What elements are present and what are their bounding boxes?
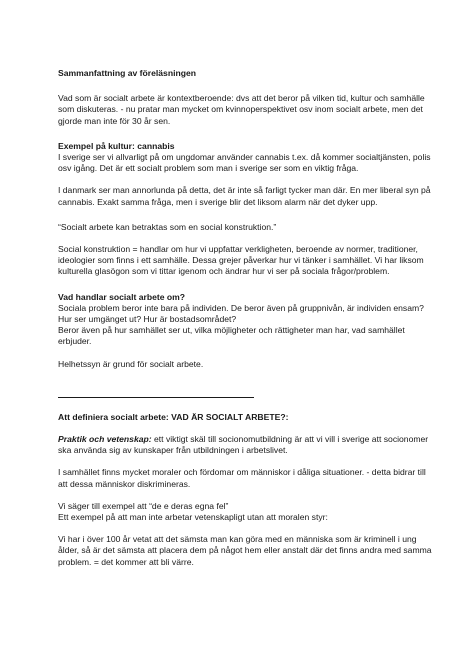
example-intro-line: Vi säger till exempel att “de e deras egna fel” <box>58 500 229 511</box>
intro-paragraph: Vad som är socialt arbete är kontextberoende: dvs att det beror på vilken tid, kultur och samhälle som diskuteras. - nu pratar man mycket om kvinnoperspektivet osv inom socialt arbete, men det gjorde man inte för 30 år sen. <box>58 93 425 126</box>
morals-paragraph: I samhället finns mycket moraler och fördomar om människor i dåliga situationer. - detta bidrar till att dessa människor diskrimineras. <box>58 467 426 489</box>
question-paragraph-society: Beror även på hur samhället ser ut, vilka möjligheter och rättigheter man har, vad samhället erbjuder. <box>58 325 405 347</box>
question-heading: Vad handlar socialt arbete om? <box>58 291 186 302</box>
social-construction-paragraph: Social konstruktion = handlar om hur vi uppfattar verkligheten, beroende av normer, traditioner, ideologier som finns i ett samhälle. Dessa grejer påverkar hur vi tänker i samhället. Vi har liksom kulturella glasögon som vi tittar igenom och ändrar hur vi ser på sociala frågor/problem. <box>58 244 424 277</box>
document-title: Sammanfattning av föreläsningen <box>58 68 197 78</box>
question-paragraph-individual: Sociala problem beror inte bara på individen. De beror även på gruppnivån, är individen ensam? Hur ser umgänget ut? Hur är bostadsområdet? <box>58 302 424 325</box>
practice-label: Praktik och vetenskap: <box>58 434 152 445</box>
culture-heading: Exempel på kultur: cannabis <box>58 140 175 151</box>
quote-paragraph: “Socialt arbete kan betraktas som en social konstruktion.” <box>58 221 277 232</box>
conclusion-paragraph: Vi har i över 100 år vetat att det sämsta man kan göra med en människa som är kriminell i ung ålder, så är det sämsta att placera dem på något hem eller anstalt där det finns andra med samma problem. = det kommer att bli värre. <box>58 534 432 567</box>
practice-paragraph <box>58 434 434 456</box>
culture-paragraph-sweden: I sverige ser vi allvarligt på om ungdomar använder cannabis t.ex. då kommer socialtjänsten, polis osv igång. Det är ett socialt problem som man i sverige ser som en viktig fråga. <box>58 152 431 174</box>
holistic-paragraph: Helhetssyn är grund för socialt arbete. <box>58 358 204 369</box>
example-line: Ett exempel på att man inte arbetar vetenskapligt utan att moralen styr: <box>58 512 328 523</box>
practice-text: ett viktigt skäl till socionomutbildning är att vi vill i sverige att socionomer ska använda sig av kunskaper från utbildningen i arbetslivet. <box>58 434 429 456</box>
culture-paragraph-denmark: I danmark ser man annorlunda på detta, det är inte så farligt tycker man där. En mer liberal syn på cannabis. Exakt samma fråga, men i sverige blir det liksom alarm när det dyker upp. <box>58 185 431 207</box>
definition-heading: Att definiera socialt arbete: VAD ÄR SOCIALT ARBETE?: <box>58 411 289 422</box>
